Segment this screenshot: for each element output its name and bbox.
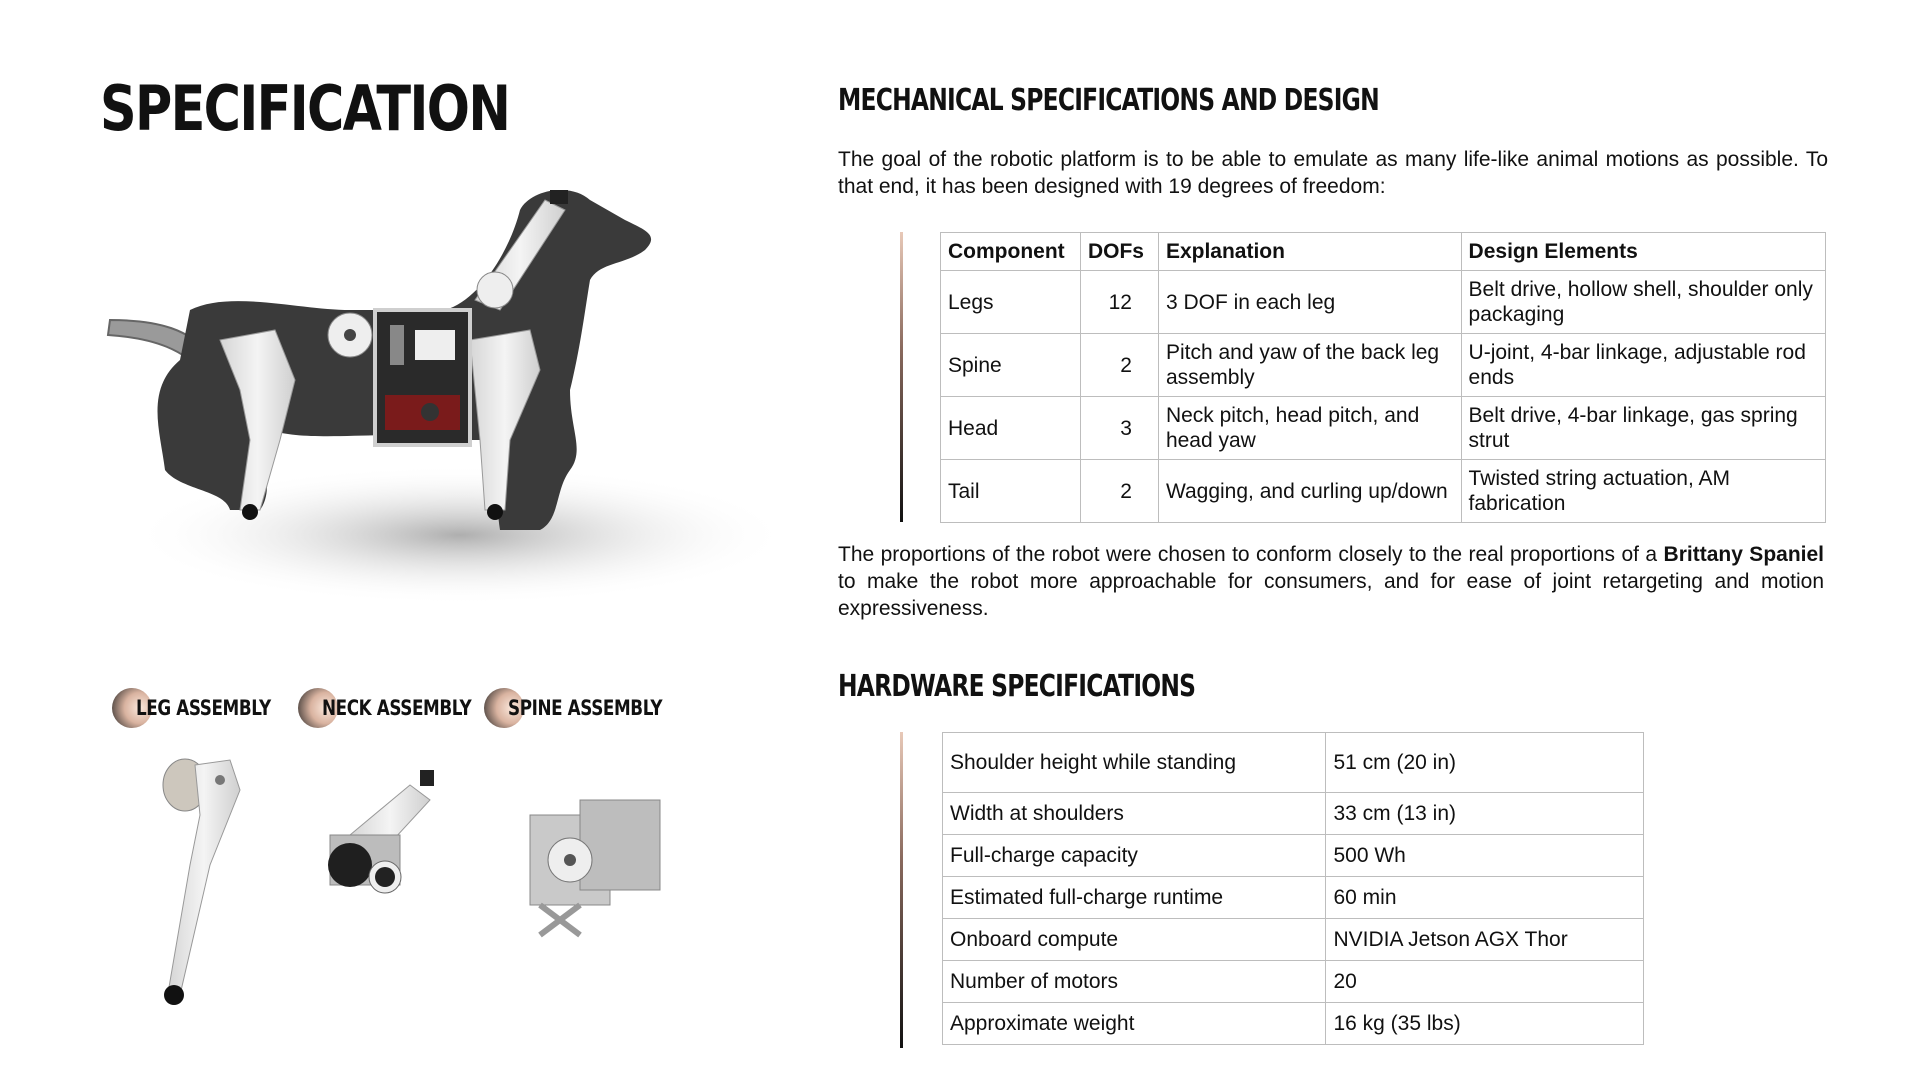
table-row: [941, 397, 1826, 460]
breed-name: Brittany Spaniel: [1663, 543, 1824, 566]
explanation-cell: Pitch and yaw of the back leg assembly: [1158, 334, 1461, 397]
table-header-row: [941, 233, 1826, 271]
hardware-table: [942, 732, 1644, 1045]
page-title: SPECIFICATION: [100, 72, 510, 145]
spec-label: Width at shoulders: [943, 793, 1326, 835]
dof-cell: 2: [1080, 460, 1158, 523]
spec-label: Approximate weight: [943, 1003, 1326, 1045]
design-cell: Belt drive, hollow shell, shoulder only packaging: [1461, 271, 1825, 334]
spec-label: Shoulder height while standing: [943, 733, 1326, 793]
mechanical-intro: The goal of the robotic platform is to be able to emulate as many life-like animal motions as possible. To that end, it has been designed with 19 degrees of freedom:: [838, 148, 1828, 198]
spec-value: 16 kg (35 lbs): [1326, 1003, 1644, 1045]
dof-cell: 12: [1080, 271, 1158, 334]
explanation-cell: Neck pitch, head pitch, and head yaw: [1158, 397, 1461, 460]
header-cell: Component: [941, 233, 1081, 271]
spec-label: Estimated full-charge runtime: [943, 877, 1326, 919]
spec-label: Full-charge capacity: [943, 835, 1326, 877]
dof-cell: 3: [1080, 397, 1158, 460]
design-cell: Belt drive, 4-bar linkage, gas spring strut: [1461, 397, 1825, 460]
design-cell: Twisted string actuation, AM fabrication: [1461, 460, 1825, 523]
neck-assembly-illustration: [310, 765, 470, 915]
spec-value: 60 min: [1326, 877, 1644, 919]
table-row: [941, 334, 1826, 397]
spec-value: 33 cm (13 in): [1326, 793, 1644, 835]
table-row: [943, 733, 1644, 793]
leg-assembly-label: LEG ASSEMBLY: [112, 688, 304, 728]
design-cell: U-joint, 4-bar linkage, adjustable rod ends: [1461, 334, 1825, 397]
spec-value: 20: [1326, 961, 1644, 1003]
hardware-heading: HARDWARE SPECIFICATIONS: [838, 669, 1196, 704]
spec-value: 51 cm (20 in): [1326, 733, 1644, 793]
neck-assembly-label: NECK ASSEMBLY: [298, 688, 509, 728]
table-row: [943, 877, 1644, 919]
dof-table: [940, 232, 1826, 523]
table-row: [941, 271, 1826, 334]
accent-bar: [900, 732, 903, 1048]
table-row: [941, 460, 1826, 523]
component-cell: Head: [941, 397, 1081, 460]
table-row: [943, 961, 1644, 1003]
component-cell: Legs: [941, 271, 1081, 334]
table-row: [943, 793, 1644, 835]
table-row: [943, 919, 1644, 961]
dof-cell: 2: [1080, 334, 1158, 397]
explanation-cell: 3 DOF in each leg: [1158, 271, 1461, 334]
spec-value: NVIDIA Jetson AGX Thor: [1326, 919, 1644, 961]
header-cell: Design Elements: [1461, 233, 1825, 271]
table-row: [943, 835, 1644, 877]
spine-assembly-illustration: [520, 795, 670, 945]
spec-value: 500 Wh: [1326, 835, 1644, 877]
leg-assembly-illustration: [150, 745, 270, 1015]
component-cell: Tail: [941, 460, 1081, 523]
explanation-cell: Wagging, and curling up/down: [1158, 460, 1461, 523]
mechanical-heading: MECHANICAL SPECIFICATIONS AND DESIGN: [838, 83, 1379, 118]
robot-dog-illustration: [100, 190, 790, 630]
header-cell: DOFs: [1080, 233, 1158, 271]
accent-bar: [900, 232, 903, 522]
table-row: [943, 1003, 1644, 1045]
component-cell: Spine: [941, 334, 1081, 397]
spine-assembly-label: SPINE ASSEMBLY: [484, 688, 701, 728]
header-cell: Explanation: [1158, 233, 1461, 271]
spec-label: Onboard compute: [943, 919, 1326, 961]
mechanical-outro: The proportions of the robot were chosen to conform closely to the real proportions of a Brittany Spaniel to make the robot more approachable for consumers, and for ease of joint retargeting and motion expressiveness.: [838, 543, 1824, 620]
spec-label: Number of motors: [943, 961, 1326, 1003]
